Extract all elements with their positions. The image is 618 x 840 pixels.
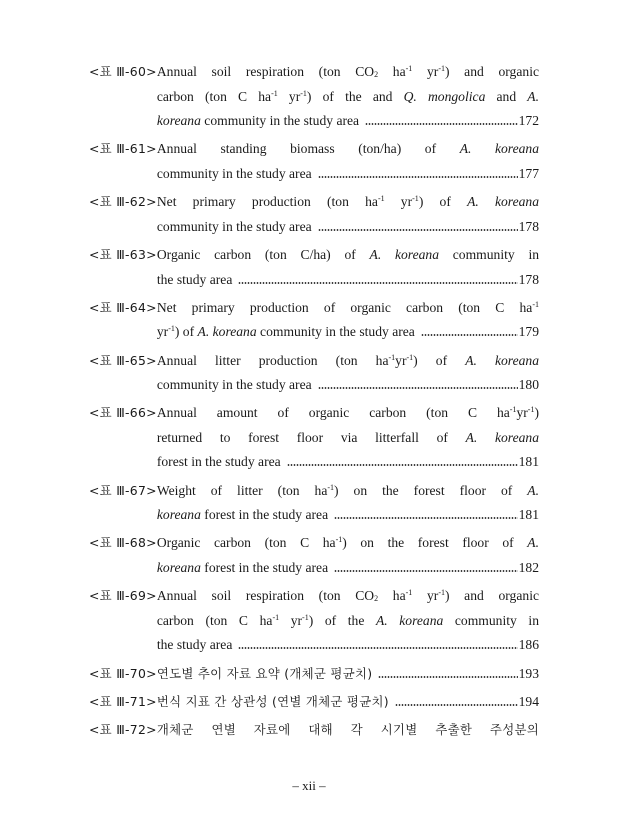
toc-entry-70[interactable] xyxy=(89,662,539,687)
entry-title xyxy=(157,349,539,398)
toc-entry-60[interactable] xyxy=(89,60,539,134)
toc-entry-63[interactable] xyxy=(89,243,539,292)
page-reference[interactable]: 186 xyxy=(518,637,539,653)
entry-title xyxy=(157,479,539,528)
table-number-label: <표 Ⅲ-63> xyxy=(89,246,157,262)
title-line: the study area xyxy=(156,637,233,653)
title-line: community in the study area xyxy=(156,218,312,234)
title-line: Annual standing biomass (ton/ha) of A. koreana xyxy=(156,141,539,157)
entry-title xyxy=(157,584,539,658)
entry-title xyxy=(157,690,539,715)
title-line: Net primary production (ton $ha^{-1}$ $yr^{-1}$) of A. koreana xyxy=(156,194,539,210)
table-number-label: <표 Ⅲ-61> xyxy=(89,141,157,157)
toc-entry-64[interactable] xyxy=(89,296,539,345)
dot-leader xyxy=(318,229,518,231)
table-number-label: <표 Ⅲ-70> xyxy=(89,665,157,681)
table-number-label: <표 Ⅲ-64> xyxy=(89,299,157,315)
dot-leader xyxy=(238,282,517,284)
dot-leader xyxy=(378,676,517,678)
title-line: 번식 지표 간 상관성 (연별 개체군 평균치) xyxy=(156,693,389,709)
toc-entry-71[interactable] xyxy=(89,690,539,715)
title-line: carbon (ton C $ha^{-1}$ $yr^{-1}$) of the and Q. mongolica and A. xyxy=(156,88,539,104)
dot-leader xyxy=(287,464,518,466)
dot-leader xyxy=(318,387,518,389)
page-reference[interactable]: 181 xyxy=(518,507,539,523)
table-number-label: <표 Ⅲ-62> xyxy=(89,194,157,210)
title-line: koreana community in the study area xyxy=(156,113,360,129)
table-number-label: <표 Ⅲ-69> xyxy=(89,588,157,604)
table-number-label: <표 Ⅲ-60> xyxy=(89,64,157,79)
table-number-label: <표 Ⅲ-68> xyxy=(89,535,157,551)
title-line: community in the study area xyxy=(156,165,312,181)
entry-title xyxy=(157,718,539,743)
title-line: the study area xyxy=(156,271,233,287)
entry-title xyxy=(157,296,539,345)
entry-title xyxy=(157,401,539,475)
dot-leader xyxy=(334,570,517,572)
title-line: Net primary production of organic carbon (ton C $ha^{-1}$ xyxy=(156,299,539,315)
page-reference[interactable]: 178 xyxy=(518,218,539,234)
dot-leader xyxy=(421,334,518,336)
title-line: Organic carbon (ton C $ha^{-1}$) on the forest floor of A. xyxy=(156,535,539,551)
page-reference[interactable]: 180 xyxy=(518,377,539,393)
page-reference[interactable]: 177 xyxy=(518,165,539,181)
title-line: Organic carbon (ton C/ha) of A. koreana community in xyxy=(156,246,540,262)
dot-leader xyxy=(334,517,517,519)
page-reference[interactable]: 193 xyxy=(518,665,539,681)
title-line: returned to forest floor via litterfall of A. koreana xyxy=(156,429,539,445)
toc-entry-69[interactable] xyxy=(89,584,539,658)
page-reference[interactable]: 178 xyxy=(518,271,539,287)
dot-leader xyxy=(238,647,517,649)
table-number-label: <표 Ⅲ-66> xyxy=(89,405,157,421)
entry-title xyxy=(157,243,539,292)
page-number: – xii – xyxy=(292,778,326,793)
toc-entry-66[interactable] xyxy=(89,401,539,475)
table-number-label: <표 Ⅲ-65> xyxy=(89,352,157,368)
title-line: Annual soil respiration (ton $CO_2$ $ha^{-1}$ $yr^{-1}$) and organic xyxy=(156,588,539,604)
table-number-label: <표 Ⅲ-72> xyxy=(89,721,157,737)
page-reference[interactable]: 179 xyxy=(518,324,539,340)
toc-entry-67[interactable] xyxy=(89,479,539,528)
entry-title xyxy=(157,531,539,580)
page-reference[interactable]: 181 xyxy=(518,454,539,470)
title-line: koreana forest in the study area xyxy=(156,560,329,576)
title-line: Annual soil respiration (ton $CO_2$ $ha^{-1}$ $yr^{-1}$) and organic xyxy=(156,64,539,79)
toc-entry-68[interactable] xyxy=(89,531,539,580)
title-line: carbon (ton C $ha^{-1}$ $yr^{-1}$) of the A. koreana community in xyxy=(156,612,539,628)
title-line: Annual litter production (ton $ha^{-1}yr^{-1}$) of A. koreana xyxy=(156,352,540,368)
toc-entry-61[interactable] xyxy=(89,137,539,186)
table-number-label: <표 Ⅲ-67> xyxy=(89,482,157,498)
title-line: Annual amount of organic carbon (ton C $ha^{-1}yr^{-1}$) xyxy=(156,405,539,421)
title-line: koreana forest in the study area xyxy=(156,507,329,523)
toc-entry-62[interactable] xyxy=(89,190,539,239)
title-line: 개체군 연별 자료에 대해 각 시기별 추출한 주성분의 xyxy=(156,721,539,737)
entry-title xyxy=(157,137,539,186)
title-line: Weight of litter (ton $ha^{-1}$) on the forest floor of A. xyxy=(156,482,539,498)
page-reference[interactable]: 172 xyxy=(518,113,539,129)
toc-entry-72[interactable] xyxy=(89,718,539,743)
entry-title xyxy=(157,190,539,239)
toc-entry-65[interactable] xyxy=(89,349,539,398)
page-reference[interactable]: 182 xyxy=(518,560,539,576)
dot-leader xyxy=(395,704,518,706)
entry-title xyxy=(157,60,539,134)
title-line: 연도별 추이 자료 요약 (개체군 평균치) xyxy=(156,665,373,681)
title-line: $yr^{-1}$) of A. koreana community in the study area xyxy=(156,324,415,340)
dot-leader xyxy=(318,176,518,178)
title-line: community in the study area xyxy=(156,377,312,393)
dot-leader xyxy=(365,123,518,125)
title-line: forest in the study area xyxy=(156,454,281,470)
table-number-label: <표 Ⅲ-71> xyxy=(89,693,157,709)
table-of-contents xyxy=(89,60,539,746)
entry-title xyxy=(157,662,539,687)
page-reference[interactable]: 194 xyxy=(518,693,539,709)
